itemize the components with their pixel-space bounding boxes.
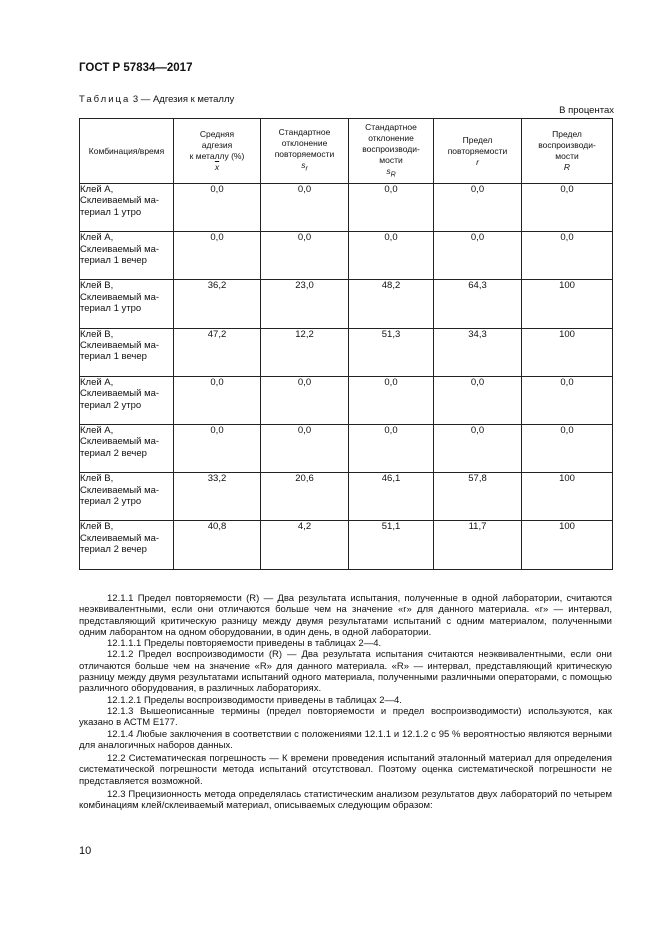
cell-repeatability-limit: 34,3 — [434, 328, 522, 376]
cell-reproducibility-sd: 51,3 — [349, 328, 434, 376]
paragraph-12-1-1-1: 12.1.1.1 Пределы повторяемости приведены в таблицах 2—4. — [107, 638, 382, 650]
paragraph-12-3: 12.3 Прецизионность метода определялась статистическим анализом результатов двух лабораторий по четырем комбинациям клей/склеиваемый материал, описываемых следующим образом: — [79, 789, 612, 812]
table-caption-label: Таблица — [79, 94, 131, 105]
cell-mean-adhesion: 0,0 — [174, 232, 261, 280]
cell-repeatability-limit: 0,0 — [434, 232, 522, 280]
cell-repeatability-sd: 0,0 — [261, 424, 349, 472]
cell-reproducibility-limit: 100 — [522, 280, 613, 328]
col-header-repeatability-sd: Стандартное отклонение повторяемости $s_r$ — [261, 119, 349, 184]
cell-mean-adhesion: 33,2 — [174, 473, 261, 521]
cell-repeatability-limit: 57,8 — [434, 473, 522, 521]
symbol-s-r: $s_r$ — [301, 160, 308, 173]
cell-reproducibility-limit: 0,0 — [522, 232, 613, 280]
row-label: Клей В, Склеиваемый ма- териал 1 вечер — [80, 328, 174, 376]
table-row — [80, 232, 613, 280]
cell-reproducibility-sd: 48,2 — [349, 280, 434, 328]
cell-mean-adhesion: 47,2 — [174, 328, 261, 376]
cell-repeatability-sd: 23,0 — [261, 280, 349, 328]
table-header-row — [80, 119, 613, 184]
cell-reproducibility-sd: 0,0 — [349, 424, 434, 472]
cell-reproducibility-sd: 51,1 — [349, 521, 434, 569]
col-header-reproducibility-sd: Стандартное отклонение воспроизводи- мости $s_R$ — [349, 119, 434, 184]
col-header-reproducibility-limit: Предел воспроизводи- мости R — [522, 119, 613, 184]
cell-reproducibility-sd: 46,1 — [349, 473, 434, 521]
col-header-mean-adhesion: Средняя адгезия к металлу (%) $\overline{x}$ — [174, 119, 261, 184]
cell-repeatability-limit: 64,3 — [434, 280, 522, 328]
cell-reproducibility-limit: 100 — [522, 473, 613, 521]
row-label: Клей В, Склеиваемый ма- териал 2 утро — [80, 473, 174, 521]
table-row — [80, 280, 613, 328]
table-row — [80, 521, 613, 569]
row-label: Клей А, Склеиваемый ма- териал 1 утро — [80, 184, 174, 232]
paragraph-12-1-2: 12.1.2 Предел воспроизводимости (R) — Два результата испытания считаются неэквивалентными, если они отличаются больше чем на значение «R» для данного материала. «R» — интервал, представляющий критическую разницу между двумя результатами испытаний одного материала, полученными различными операторами, с помощью различного оборудования, в различных лабораториях. — [79, 649, 612, 695]
cell-repeatability-limit: 0,0 — [434, 424, 522, 472]
col-header-repeatability-limit: Предел повторяемости r — [434, 119, 522, 184]
table-caption-title: 3 — Адгезия к металлу — [130, 94, 235, 105]
table-units: В процентах — [559, 105, 614, 116]
symbol-x-bar: $\overline{x}$ — [214, 162, 220, 172]
cell-repeatability-sd: 20,6 — [261, 473, 349, 521]
cell-mean-adhesion: 40,8 — [174, 521, 261, 569]
table-caption — [79, 94, 234, 105]
cell-reproducibility-sd: 0,0 — [349, 376, 434, 424]
table-row — [80, 376, 613, 424]
row-label: Клей А, Склеиваемый ма- териал 1 вечер — [80, 232, 174, 280]
table-row — [80, 184, 613, 232]
cell-mean-adhesion: 0,0 — [174, 424, 261, 472]
cell-mean-adhesion: 36,2 — [174, 280, 261, 328]
cell-reproducibility-limit: 100 — [522, 521, 613, 569]
cell-repeatability-sd: 0,0 — [261, 232, 349, 280]
adhesion-table — [79, 118, 613, 570]
document-header: ГОСТ Р 57834—2017 — [79, 62, 193, 74]
symbol-R: R — [563, 162, 571, 172]
cell-repeatability-limit: 0,0 — [434, 376, 522, 424]
cell-reproducibility-limit: 0,0 — [522, 424, 613, 472]
cell-reproducibility-sd: 0,0 — [349, 232, 434, 280]
cell-reproducibility-sd: 0,0 — [349, 184, 434, 232]
cell-reproducibility-limit: 100 — [522, 328, 613, 376]
symbol-s-R: $s_R$ — [386, 165, 396, 179]
paragraph-12-1-4: 12.1.4 Любые заключения в соответствии с положениями 12.1.1 и 12.1.2 с 95 % вероятностью являются верными для аналогичных наборов данных. — [79, 728, 612, 751]
body-text — [79, 593, 612, 812]
cell-reproducibility-limit: 0,0 — [522, 376, 613, 424]
cell-repeatability-sd: 0,0 — [261, 184, 349, 232]
row-label: Клей А, Склеиваемый ма- териал 2 утро — [80, 376, 174, 424]
row-label: Клей В, Склеиваемый ма- териал 1 утро — [80, 280, 174, 328]
cell-reproducibility-limit: 0,0 — [522, 184, 613, 232]
table-row — [80, 328, 613, 376]
cell-repeatability-limit: 0,0 — [434, 184, 522, 232]
table-row — [80, 473, 613, 521]
cell-repeatability-sd: 4,2 — [261, 521, 349, 569]
row-label: Клей В, Склеиваемый ма- териал 2 вечер — [80, 521, 174, 569]
cell-repeatability-sd: 12,2 — [261, 328, 349, 376]
paragraph-12-1-3: 12.1.3 Вышеописанные термины (предел повторяемости и предел воспроизводимости) используются, как указано в АСТМ Е177. — [79, 705, 612, 729]
col-header-combination: Комбинация/время — [80, 119, 174, 184]
row-label: Клей А, Склеиваемый ма- териал 2 вечер — [80, 424, 174, 472]
cell-repeatability-limit: 11,7 — [434, 521, 522, 569]
page-number: 10 — [79, 845, 92, 857]
paragraph-12-1-2-1: 12.1.2.1 Пределы воспроизводимости приведены в таблицах 2—4. — [107, 694, 402, 706]
symbol-r: r — [476, 156, 479, 167]
cell-mean-adhesion: 0,0 — [174, 184, 261, 232]
table-row — [80, 424, 613, 472]
cell-mean-adhesion: 0,0 — [174, 376, 261, 424]
paragraph-12-2: 12.2 Систематическая погрешность — К времени проведения испытаний эталонный материал для определения систематической погрешности метода испытаний отсутствовал. Поэтому оценка систематической погрешности не представляется возможной. — [79, 753, 612, 787]
paragraph-12-1-1: 12.1.1 Предел повторяемости (R) — Два результата испытания, полученные в одной лаборатории, считаются неэквивалентными, если они отличаются больше чем на значение «r» для данного материала. «r» — интервал, представляющий критическую разницу между двумя результатами испытаний с одним материалом, полученными одним лаборантом на одном оборудовании, в один день, в одной лаборатории. — [79, 593, 612, 638]
cell-repeatability-sd: 0,0 — [261, 376, 349, 424]
